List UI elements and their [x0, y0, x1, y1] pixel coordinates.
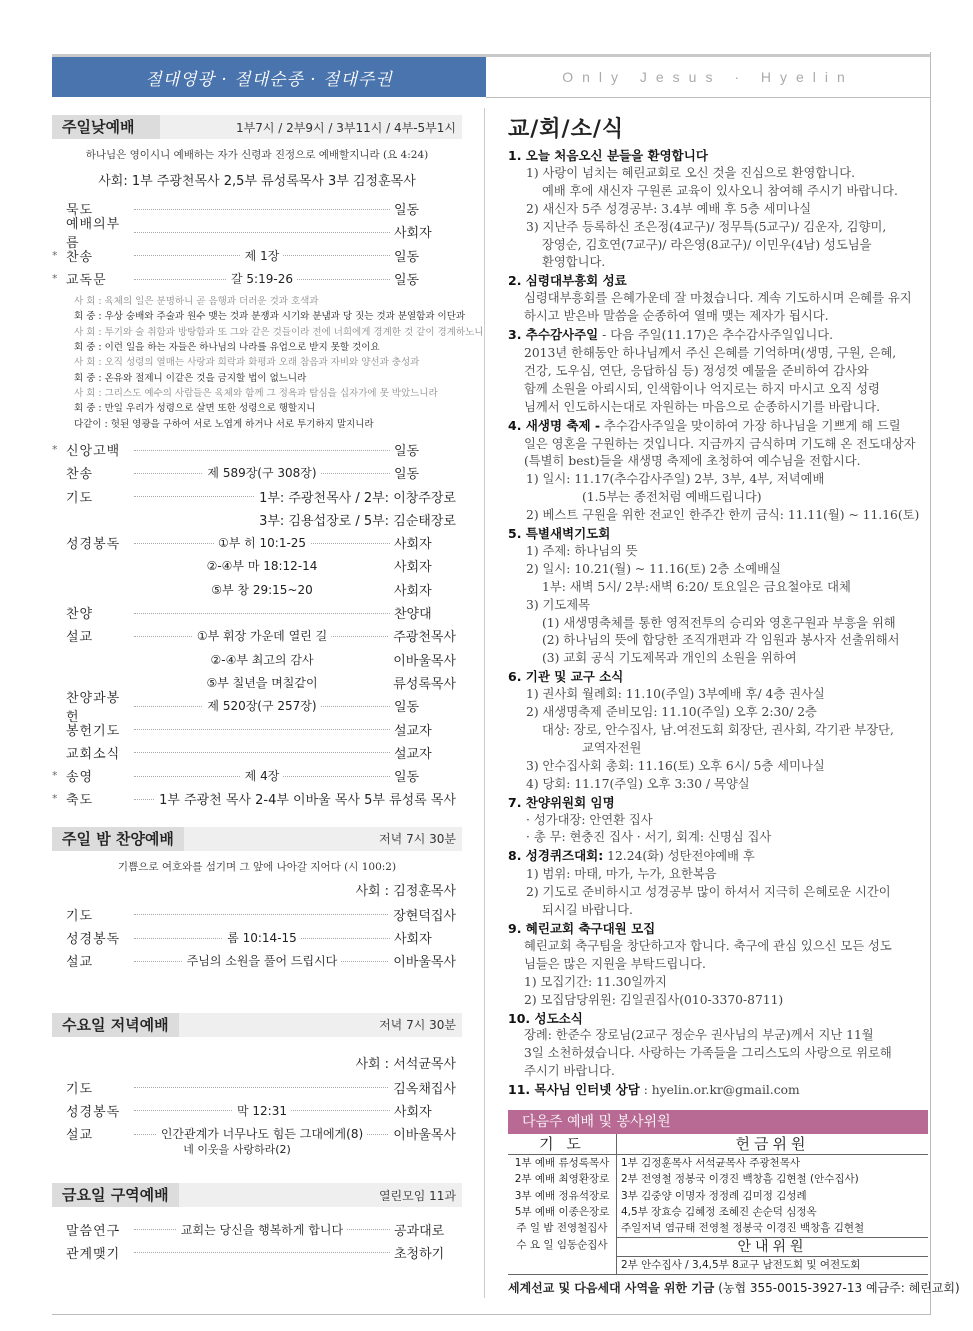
order-leader: 사회자 — [394, 226, 432, 242]
news-heading: 8. 성경퀴즈대회: — [508, 848, 604, 864]
order-row — [52, 926, 462, 949]
news-text: 대상: 장로, 안수집사, 남.여전도회 회장단, 권사회, 각기관 부장단, — [542, 723, 894, 737]
order-leader: 공과대로 — [394, 1223, 445, 1239]
order-label: 기도 — [66, 490, 94, 506]
news-text: 1부: 새벽 5시/ 2부:새벽 6:20/ 토요일은 금요철야로 대체 — [542, 579, 851, 594]
order-row — [52, 508, 462, 531]
order-row — [52, 787, 462, 810]
offering-assignment: 1부 김정훈목사 서석균목사 주광천목사 — [621, 1157, 800, 1170]
reading-text: 그리스도 예수의 사람들은 육체와 함께 그 정욕과 탐심을 십자가에 못 박았느니라 — [104, 387, 438, 399]
order-leader: 사회자 — [394, 583, 432, 599]
leader-dots — [134, 1252, 390, 1253]
news-text: 혜린교회 축구팀을 창단하고자 합니다. 축구에 관심 있으신 모든 성도 — [524, 938, 892, 953]
service-time: 저녁 7시 30분 — [379, 1018, 456, 1032]
offering-assignment: 3부 김중양 이명자 정정례 김미정 김성례 — [621, 1189, 807, 1202]
order-detail-wrap — [134, 581, 390, 598]
news-text: : hyelin.or.kr@gmail.com — [639, 1083, 800, 1098]
order-leader: 1부: 주광천목사 / 2부: 이창주장로 — [255, 487, 456, 506]
news-text: - 다음 주일(11.17)은 추수감사주일입니다. — [598, 328, 834, 343]
offering-column — [617, 1134, 928, 1273]
motto-banner: 절대영광 · 절대순종 · 절대주권 — [52, 57, 486, 97]
news-text: 2) 새신자 5주 성경공부: 3.4부 예배 후 5층 세미나실 — [526, 201, 812, 216]
column-divider — [484, 108, 485, 1298]
order-detail: 교회는 당신을 행복하게 합니다 — [177, 1223, 347, 1237]
order-detail-wrap — [134, 1125, 390, 1142]
news-heading-line — [508, 417, 928, 436]
theme-verse: 하나님은 영이시니 예배하는 자가 신령과 진정으로 예배할지니라 (요 4:24) — [85, 149, 429, 161]
fund-account: (농협 355-0015-3927-13 예금주: 혜린교회) — [718, 1280, 960, 1295]
order-label: 설교 — [66, 1128, 94, 1144]
theme-verse: 기쁨으로 여호와를 섬기며 그 앞에 나아갈 지어다 (시 100:2) — [117, 860, 397, 873]
speaker: 다같이 — [74, 418, 102, 430]
news-text: (3) 교회 공식 기도제목과 개인의 소원을 위하여 — [542, 651, 797, 666]
order-label: 예배의부름 — [66, 216, 121, 251]
speaker: 사 회 — [74, 296, 96, 308]
news-text: 장영순, 김호연(7교구)/ 라은영(8교구)/ 이민우(4남) 성도님을 — [542, 237, 872, 252]
order-leader: 사회자 — [394, 560, 432, 576]
order-label: 기도 — [66, 908, 94, 924]
news-text: 3일 소천하셨습니다. 사랑하는 가족들을 그리스도의 사랑으로 위로해 — [524, 1046, 892, 1061]
order-row — [52, 741, 462, 764]
order-detail: 롬 10:14-15 — [223, 931, 301, 945]
order-leader: 일동 — [394, 467, 420, 483]
order-list — [52, 1076, 462, 1146]
news-heading: 10. 성도소식 — [508, 1010, 583, 1026]
service-roster-header: 다음주 예배 및 봉사위원 — [508, 1110, 928, 1134]
news-text: (2) 하나님의 뜻에 합당한 조직개편과 각 임원과 봉사자 선출위해서 — [542, 633, 900, 648]
offering-assignment: 2부 전영철 정봉국 이경진 백창흠 김현철 (안수집사) — [621, 1173, 859, 1186]
usher-header: 안내위원 — [617, 1237, 928, 1257]
order-label: 축도 — [66, 793, 94, 809]
responsive-line: 회 중 : 온유와 절제니 이같은 것을 금지할 법이 없느니라 — [74, 372, 307, 384]
standing-marker: * — [52, 443, 58, 456]
order-detail: 제 4장 — [241, 769, 284, 783]
order-detail-wrap — [134, 270, 390, 287]
order-row — [52, 903, 462, 926]
speaker: 사 회 — [74, 357, 96, 369]
responsive-line: 사 회 : 그리스도 예수의 사람들은 육체와 함께 그 정욕과 탐심을 십자가에 못 박았느니라 — [74, 387, 438, 399]
order-detail-wrap — [134, 557, 390, 574]
section-title: 주일낮예배 — [52, 115, 160, 139]
order-detail-wrap — [134, 674, 390, 691]
news-text: 3) 지난주 등록하신 조은정(4교구)/ 정무특(5교구)/ 김운자, 김향미, — [526, 219, 887, 234]
order-row — [52, 244, 462, 267]
standing-marker: * — [52, 272, 58, 286]
prayer-assignment: 수 요 일 임동순집사 — [516, 1238, 608, 1251]
order-row — [52, 216, 462, 251]
news-heading: 7. 찬양위원회 임명 — [508, 794, 615, 810]
order-label: 성경봉독 — [66, 1104, 121, 1120]
order-label: 관계맺기 — [66, 1246, 121, 1262]
order-row — [52, 1241, 462, 1264]
order-detail: 제 1장 — [241, 249, 284, 263]
responsive-line: 사 회 : 육체의 일은 분명하니 곧 음행과 더러운 것과 호색과 — [74, 296, 319, 308]
order-list — [52, 438, 462, 811]
order-label: 신앙고백 — [66, 444, 121, 459]
news-heading: 2. 심령대부흥회 성료 — [508, 273, 627, 289]
order-detail-wrap — [134, 464, 390, 481]
responsive-line: 회 중 : 만일 우리가 성령으로 살면 또한 성령으로 행할지니 — [74, 403, 316, 415]
news-text: 환영합니다. — [542, 255, 606, 270]
prayer-header: 기 도 — [508, 1134, 616, 1155]
news-text: 예배 후에 새신자 구원론 교육이 있사오니 참여해 주시기 바랍니다. — [542, 183, 898, 198]
fund-label: 세계선교 및 다음세대 사역을 위한 기금 — [508, 1280, 715, 1295]
order-detail: ⑤부 창 29:15~20 — [207, 583, 316, 597]
prayer-assignment: 주 일 밤 전영철집사 — [516, 1222, 608, 1235]
order-leader: 3부: 김용섭장로 / 5부: 김순태장로 — [255, 510, 456, 529]
speaker: 회 중 — [74, 342, 96, 354]
news-text: 3) 기도제목 — [526, 597, 591, 612]
reading-text: 이런 일을 하는 자들은 하나님의 나라를 유업으로 받지 못할 것이요 — [104, 342, 380, 354]
prayer-assignment: 1부 예배 류성록목사 — [514, 1157, 610, 1170]
prayer-assignment: 2부 예배 최영환장로 — [514, 1173, 610, 1186]
news-text: 3) 안수집사회 총회: 11.16(토) 오후 6시/ 5층 세미나실 — [526, 758, 825, 773]
news-text: 12.24(화) 성탄전야예배 후 — [603, 849, 755, 864]
order-leader: 이바울목사 — [389, 650, 456, 669]
leader-dots — [134, 914, 390, 915]
order-leader: 이바울목사 — [389, 951, 456, 970]
responsive-line: 다같이 : 헛된 영광을 구하여 서로 노엽게 하거나 서로 투기하지 말지니라 — [74, 418, 374, 430]
news-heading: 11. 목사님 인터넷 상담 — [508, 1082, 640, 1098]
speaker: 사 회 — [74, 387, 96, 399]
responsive-reading — [52, 294, 484, 432]
news-heading: 5. 특별새벽기도회 — [508, 526, 611, 542]
order-detail-wrap — [134, 929, 390, 946]
news-text: 주시기 바랍니다. — [524, 1064, 615, 1079]
order-row — [52, 717, 462, 740]
order-leader: 일동 — [394, 770, 420, 786]
reading-text: 만일 우리가 성령으로 살면 또한 성령으로 행할지니 — [104, 403, 316, 415]
order-detail: ②-④부 최고의 감사 — [206, 653, 317, 667]
order-detail-wrap — [134, 697, 390, 714]
order-label: 성경봉독 — [66, 537, 121, 553]
news-text: (1.5부는 종전처럼 예배드립니다) — [582, 490, 762, 505]
worship-order-column — [52, 115, 484, 1264]
order-leader: 설교자 — [394, 723, 432, 739]
lesson-number: 열린모임 11과 — [378, 1188, 456, 1203]
news-heading: 3. 추수감사주일 — [508, 327, 599, 343]
order-row — [52, 438, 462, 461]
order-detail-wrap — [134, 952, 390, 969]
order-detail: ①부 히 10:1-25 — [214, 536, 310, 550]
prayer-assignment: 5부 예배 이종은장로 — [514, 1205, 610, 1218]
order-leader: 초청하기 — [394, 1246, 445, 1262]
news-text: 일은 영혼을 구원하는 것입니다. 지금까지 금식하며 기도해 온 전도대상자 — [524, 436, 916, 451]
speaker: 회 중 — [74, 372, 96, 384]
news-text: 2) 일시: 10.21(월) ~ 11.16(토) 2층 소예배실 — [526, 561, 781, 576]
order-row — [52, 648, 462, 671]
order-detail-wrap — [134, 651, 390, 668]
news-heading-line — [508, 847, 928, 866]
mission-fund-note — [508, 1279, 960, 1296]
order-detail-wrap — [134, 767, 390, 784]
news-list — [508, 147, 928, 1100]
news-text: 1) 권사회 월례회: 11.10(주일) 3부예배 후/ 4층 권사실 — [526, 687, 825, 702]
order-label: 교독문 — [66, 273, 107, 289]
top-banner — [52, 54, 930, 97]
order-row — [52, 531, 462, 554]
news-text: 4) 당회: 11.17(주일) 오후 3:30 / 목양실 — [526, 776, 750, 791]
order-leader: 김옥채집사 — [389, 1078, 456, 1097]
order-list — [52, 1217, 462, 1264]
order-detail: 갈 5:19-26 — [227, 272, 297, 286]
responsive-line: 사 회 : 오직 성령의 열매는 사랑과 희락과 화평과 오래 참음과 자비와 양선과 충성과 — [74, 357, 420, 369]
order-label: 설교 — [66, 630, 94, 646]
news-text: 함께 소원을 아뢰시되, 인색함이나 억지로는 하지 마시고 오직 성령 — [524, 381, 880, 396]
order-detail: ⑤부 칠년을 며칠같이 — [202, 676, 321, 690]
news-text: (1) 새생명축체를 통한 영적전투의 승리와 영혼구원과 부흥을 위해 — [542, 615, 896, 630]
leader-dots — [134, 729, 390, 730]
order-label: 찬송 — [66, 467, 94, 483]
order-leader: 사회자 — [394, 1104, 432, 1120]
leader-dots — [134, 450, 390, 451]
reading-text: 육체의 일은 분명하니 곧 음행과 더러운 것과 호색과 — [104, 296, 319, 308]
order-detail: ①부 휘장 가운데 열린 길 — [193, 629, 331, 643]
order-row — [52, 1099, 462, 1122]
order-detail-wrap — [134, 627, 390, 644]
order-row — [52, 1076, 462, 1099]
leader-dots — [134, 613, 390, 614]
order-row — [52, 578, 462, 601]
prayer-assignment: 3부 예배 정유석장로 — [514, 1189, 610, 1202]
order-label: 교회소식 — [66, 746, 121, 762]
news-text: 님들은 많은 지원을 부탁드립니다. — [524, 956, 706, 971]
news-heading: 4. 새생명 축제 - — [508, 417, 601, 433]
order-row — [52, 1122, 462, 1145]
leader-dots — [134, 232, 390, 233]
order-label: 찬양 — [66, 607, 94, 623]
standing-marker: * — [52, 248, 58, 262]
order-label: 찬양과봉헌 — [66, 690, 121, 725]
news-text: 1) 주제: 하나님의 뜻 — [526, 543, 638, 558]
order-leader: 일동 — [394, 700, 420, 716]
order-detail: ②-④부 마 18:12-14 — [203, 559, 322, 573]
speaker: 회 중 — [74, 311, 96, 323]
news-text: · 성가대장: 안연환 집사 — [526, 812, 653, 827]
order-leader: 장현덕집사 — [389, 905, 456, 924]
news-heading: 9. 혜린교회 축구대원 모집 — [508, 920, 656, 936]
order-row — [52, 267, 462, 290]
order-detail: 제 520장(구 257장) — [203, 699, 320, 713]
news-text: 2) 베스트 구원을 위한 전교인 한주간 한끼 금식: 11.11(월) ~ 11.16(토) — [526, 508, 920, 523]
order-label: 봉헌기도 — [66, 723, 121, 739]
section-title: 수요일 저녁예배 — [52, 1013, 179, 1037]
order-leader: 이바울목사 — [389, 1124, 456, 1143]
section-title: 주일 밤 찬양예배 — [52, 827, 184, 851]
news-text: · 총 무: 현충진 집사 · 서기, 회계: 신명심 집사 — [526, 830, 772, 845]
order-label: 기도 — [66, 1081, 94, 1097]
offering-assignment: 주일저녁 염규태 전영철 정봉국 이경진 백창흠 김현철 — [621, 1222, 865, 1235]
order-leader: 일동 — [394, 203, 420, 219]
order-row — [52, 461, 462, 484]
responsive-line: 사 회 : 투기와 술 취함과 방탕함과 또 그와 같은 것들이라 전에 너희에게 경계한 것 같이 경계하노니 — [74, 326, 484, 338]
order-label: 설교 — [66, 955, 94, 971]
news-text: 2013년 한해동안 하나님께서 주신 은혜를 기억하며(생명, 구원, 은혜, — [524, 345, 897, 360]
speaker: 사 회 — [74, 326, 96, 338]
order-leader: 주광천목사 — [389, 626, 456, 645]
service-time: 저녁 7시 30분 — [379, 832, 456, 847]
order-leader: 사회자 — [394, 932, 432, 948]
news-text: 1) 일시: 11.17(추수감사주일) 2부, 3부, 4부, 저녁예배 — [526, 472, 825, 487]
order-row — [52, 1217, 462, 1240]
service-roster-table — [508, 1134, 928, 1274]
news-text: 2) 기도로 준비하시고 성경공부 많이 하셔서 지극히 은혜로운 시간이 — [526, 885, 891, 900]
service-times: 1부7시 / 2부9시 / 3부11시 / 4부-5부1시 — [235, 120, 456, 135]
order-detail-wrap — [134, 247, 390, 264]
section-header-wednesday — [52, 1013, 462, 1037]
order-leader: 설교자 — [394, 746, 432, 762]
order-row — [52, 764, 462, 787]
order-label: 말씀연구 — [66, 1223, 121, 1239]
news-title: 교/회/소/식 — [508, 117, 625, 142]
reading-text: 헛된 영광을 구하여 서로 노엽게 하거나 서로 투기하지 말지니라 — [110, 418, 374, 430]
usher-line: 2부 안수집사 / 3,4,5부 8교구 남전도회 및 여전도회 — [621, 1258, 861, 1271]
slogan: Only Jesus · Hyelin — [486, 57, 930, 98]
order-detail-wrap — [134, 534, 390, 551]
news-text: 추수감사주일을 맞이하여 가장 하나님을 기쁘게 해 드릴 — [600, 418, 901, 433]
leader-dots — [134, 209, 390, 210]
order-leader: 1부 주광천 목사 2-4부 이바울 목사 5부 류성록 목사 — [155, 789, 456, 808]
section-header-sunday-morning — [52, 115, 462, 139]
reading-text: 투기와 술 취함과 방탕함과 또 그와 같은 것들이라 전에 너희에게 경계한 것 같이 경계하노니 — [104, 326, 484, 338]
news-text: 심령대부흥회를 은혜가운데 잘 마쳤습니다. 계속 기도하시며 은혜를 유지 — [524, 291, 912, 306]
offering-assignment: 4,5부 장효승 김혜정 조혜진 손순덕 심정옥 — [621, 1205, 817, 1218]
standing-marker: * — [52, 792, 58, 806]
responsive-line: 회 중 : 이런 일을 하는 자들은 하나님의 나라를 유업으로 받지 못할 것이요 — [74, 342, 380, 354]
order-list — [52, 903, 462, 973]
order-leader: 사회자 — [394, 537, 432, 553]
reading-text: 우상 숭배와 주술과 원수 맺는 것과 분쟁과 시기와 분냄과 당 짓는 것과 분열함과 이단과 — [104, 311, 466, 323]
host-line: 사회 : 김정훈목사 — [355, 883, 456, 899]
order-detail: 막 12:31 — [233, 1104, 291, 1118]
standing-marker: * — [52, 769, 58, 783]
section-title: 금요일 구역예배 — [52, 1183, 179, 1207]
order-label: 찬송 — [66, 249, 94, 265]
leader-dots — [134, 1087, 390, 1088]
order-detail-wrap — [134, 1221, 390, 1238]
news-heading-line — [508, 326, 928, 345]
prayer-column — [508, 1134, 617, 1273]
section-header-friday — [52, 1183, 462, 1207]
order-row — [52, 554, 462, 577]
order-label: 성경봉독 — [66, 932, 121, 948]
news-text: 2) 새생명축제 준비모임: 11.10(주일) 오후 2:30/ 2층 — [526, 705, 817, 720]
section-header-sunday-evening — [52, 827, 462, 851]
host-line: 사회 : 서석균목사 — [355, 1056, 456, 1072]
news-text: 교역자전원 — [582, 740, 642, 755]
news-heading: 6. 기관 및 교구 소식 — [508, 669, 624, 685]
news-heading: 1. 오늘 처음오신 분들을 환영합니다 — [508, 148, 708, 163]
order-row — [52, 484, 462, 507]
host-line: 사회: 1부 주광천목사 2,5부 류성록목사 3부 김정훈목사 — [98, 174, 416, 189]
reading-text: 오직 성령의 열매는 사랑과 희락과 화평과 오래 참음과 자비와 양선과 충성과 — [104, 357, 420, 369]
order-row — [52, 624, 462, 647]
news-text: 2) 모집담당위원: 김일권집사(010-3370-8711) — [524, 992, 784, 1007]
responsive-line: 회 중 : 우상 숭배와 주술과 원수 맺는 것과 분쟁과 시기와 분냄과 당 짓는 것과 분열함과 이단과 — [74, 311, 466, 323]
reading-text: 온유와 절제니 이같은 것을 금지할 법이 없느니라 — [104, 372, 307, 384]
order-list — [52, 197, 462, 290]
news-text: 1) 모집기간: 11.30일까지 — [524, 974, 667, 989]
news-heading-line — [508, 1081, 928, 1100]
news-text: 1) 범위: 마태, 마가, 누가, 요한복음 — [526, 867, 717, 882]
order-leader: 일동 — [394, 273, 420, 289]
news-text: 건강, 도우심, 연단, 응답하심 등) 정성껏 예물을 준비하여 감사와 — [524, 363, 869, 378]
order-leader: 일동 — [394, 444, 420, 459]
order-leader: 류성록목사 — [389, 673, 456, 692]
order-detail: 인간관계가 너무나도 힘든 그대에게(8) — [157, 1127, 367, 1141]
sermon-subtitle: 네 이웃을 사랑하라(2) — [183, 1143, 291, 1157]
order-row — [52, 690, 462, 725]
news-column — [508, 112, 960, 1296]
order-detail: 제 589장(구 308장) — [203, 466, 320, 480]
order-detail-wrap — [134, 1102, 390, 1119]
speaker: 회 중 — [74, 403, 96, 415]
order-row — [52, 949, 462, 972]
offering-header: 헌금위원 — [617, 1134, 928, 1155]
news-text: 하시고 받은바 말씀을 순종하여 열매 맺는 제자가 됩시다. — [524, 309, 829, 324]
news-text: 1) 사랑이 넘치는 혜린교회로 오신 것을 진심으로 환영합니다. — [526, 165, 855, 180]
leader-dots — [134, 752, 390, 753]
order-label: 묵도 — [66, 203, 94, 219]
news-text: (특별히 best)들을 새생명 축제에 초청하여 예수님을 전합시다. — [524, 454, 861, 469]
news-text: 님께서 인도하시는대로 자원하는 마음으로 순종하시기를 바랍니다. — [524, 399, 881, 414]
order-leader: 찬양대 — [394, 607, 432, 623]
order-leader: 일동 — [394, 249, 420, 265]
order-detail: 주님의 소원을 풀어 드립시다 — [183, 954, 342, 968]
order-row — [52, 601, 462, 624]
news-text: 장례: 한준수 장로님(2교구 정순우 권사님의 부군)께서 지난 11월 — [524, 1028, 874, 1043]
order-label: 송영 — [66, 770, 94, 786]
news-text: 되시길 바랍니다. — [542, 903, 633, 918]
